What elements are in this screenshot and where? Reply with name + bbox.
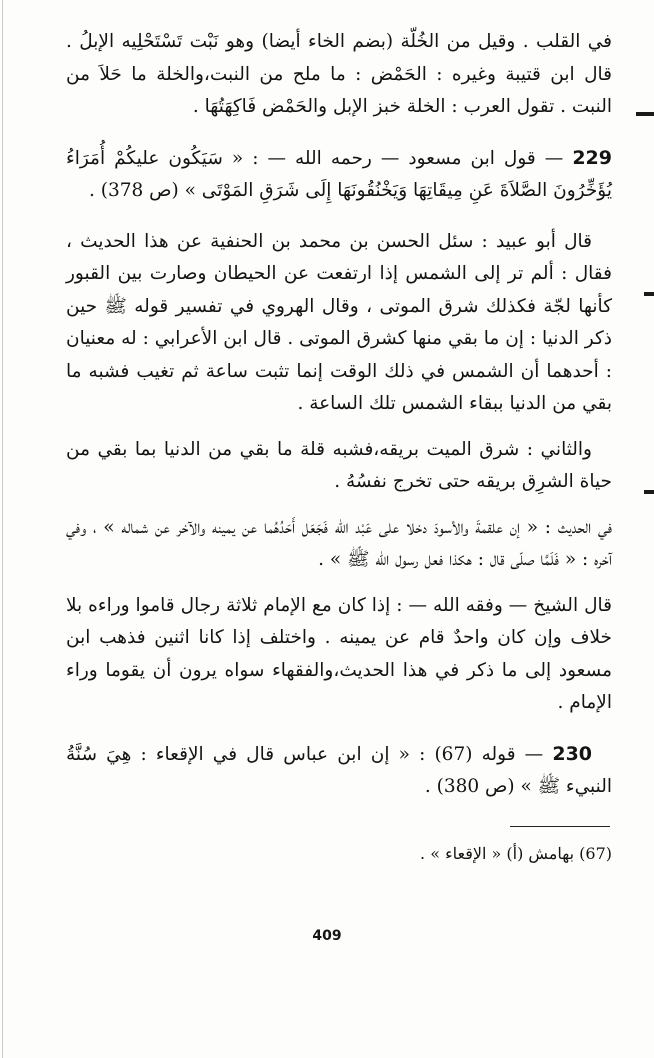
margin-mark: [644, 292, 654, 296]
margin-mark: [644, 490, 654, 494]
gutter-line: [2, 0, 3, 1058]
entry-number: 230: [552, 742, 593, 765]
paragraph: قال أبو عبيد : سئل الحسن بن محمد بن الحنفية عن هذا الحديث ، فقال : ألم تر إلى الشمس إذا ارتفعت عن الحيطان وصارت بين القبور كأنها لجّة فكذلك شرق الموتى ، وقال الهروي في تفسير قوله ﷺ حين ذكر الدنيا : إن ما بقي منها كشرق الموتى . قال ابن الأعرابي : له معنيان : أحدهما أن الشمس في ذلك الوقت إنما تثبت ساعة ثم تغيب فشبه ما بقي من الدنيا ببقاء الشمس تلك الساعة .: [66, 230, 612, 414]
footnote: (67) بهامش (أ) « الإقعاء » .: [420, 844, 612, 863]
paragraph-continuation: في القلب . وقيل من الخُلّة (بضم الخاء أيضا) وهو نَبْت تَسْتَحْلِيه الإبلُ . قال ابن قتيبة وغيره : الحَمْض : ما ملح من النبت،والخلة ما حَلاَ من النبت . تقول العرب : الخلة خبز الإبل والحَمْض فَاكِهَتُهَا .: [66, 31, 612, 117]
paragraph: في الحديث : « إن علقمةَ والأسودَ دخلا على عَبْد الله فَجَعَل أَحَدُهُما عن يمينه والآخر عن شماله » ، وفي آخره : « فَلَمَّا صلّى قال : هكذا فعل رسول الله ﷺ » .: [66, 516, 612, 570]
footnote-separator: [510, 826, 610, 827]
page-number: 409: [312, 928, 342, 944]
margin-mark: [636, 112, 654, 116]
paragraph: قال الشيخ — وفقه الله — : إذا كان مع الإمام ثلاثة رجال قاموا وراءه بلا خلاف وإن كان واحدٌ قام عن يمينه . واختلف إذا كانا اثنين فذهب ابن مسعود إلى ما ذكر في هذا الحديث،والفقهاء سواه يرون أن يقوما وراء الإمام .: [66, 594, 612, 713]
entry-229-heading: [66, 142, 612, 208]
main-text: [66, 26, 612, 804]
entry-230-heading: [66, 738, 612, 804]
entry-text: — قوله (67) : « إن ابن عباس قال في الإقعاء : هِيَ سُنَّةُ النبيء ﷺ » (ص 380) .: [66, 743, 612, 797]
entry-number: 229: [572, 146, 612, 169]
paragraph: والثاني : شرق الميت بريقه،فشبه قلة ما بقي من الدنيا بما بقي من حياة الشرِق بريقه حتى تخرج نفسُهُ .: [66, 438, 612, 492]
entry-text: — قول ابن مسعود — رحمه الله — : « سَيَكُون عليكُمْ أُمَرَاءُ يُؤَخِّرُونَ الصَّلاَةَ عَنِ مِيقَاتِهَا وَيَخْنُقُونَهَا إِلَى شَرَقِ المَوْتَى » (ص 378) .: [66, 147, 612, 201]
